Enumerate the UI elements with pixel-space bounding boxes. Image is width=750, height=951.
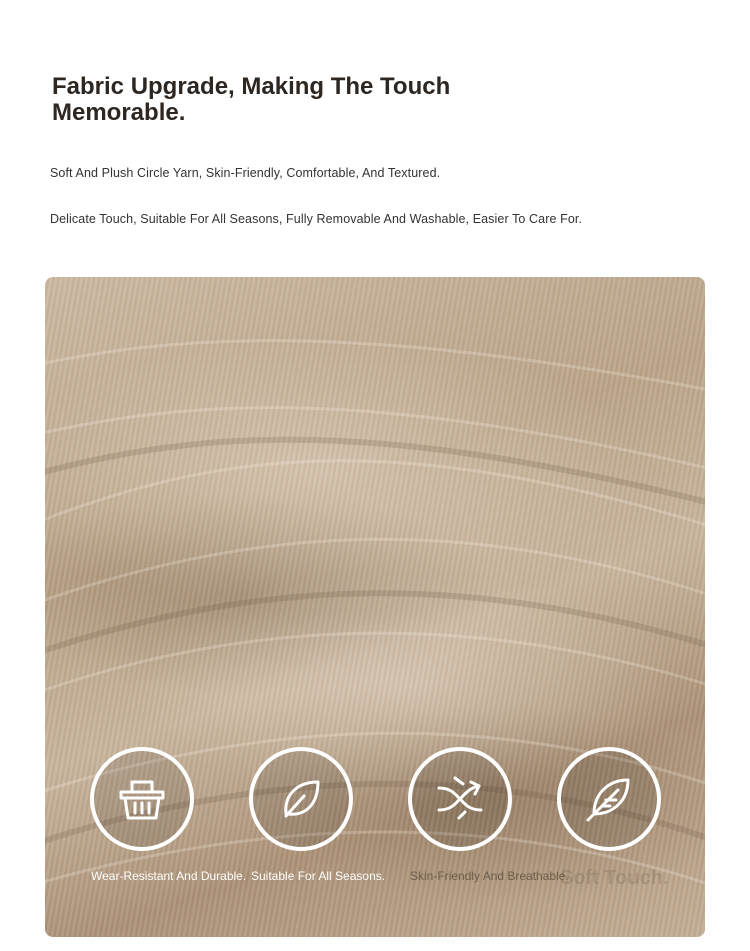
description-line-1: Soft And Plush Circle Yarn, Skin-Friendly, Comfortable, And Textured. <box>50 166 441 180</box>
page-heading: Fabric Upgrade, Making The Touch Memorable. <box>52 73 451 126</box>
feature-icon-circle <box>557 747 661 851</box>
basket-icon <box>117 774 167 824</box>
feature-wear-resistant <box>90 747 260 907</box>
feature-label: Skin-Friendly And Breathable. <box>410 869 569 883</box>
leaf-icon <box>276 774 326 824</box>
feature-breathable <box>408 747 578 907</box>
feature-all-seasons <box>249 747 419 907</box>
feather-icon <box>584 774 634 824</box>
breathable-arrows-icon <box>435 774 485 824</box>
feature-label: Wear-Resistant And Durable. <box>91 869 247 883</box>
feature-icon-circle <box>408 747 512 851</box>
feature-label-soft-touch: Soft Touch. <box>560 867 669 889</box>
feature-label: Suitable For All Seasons. <box>251 869 386 883</box>
feature-icon-circle <box>90 747 194 851</box>
feature-icon-circle <box>249 747 353 851</box>
fabric-texture-photo <box>45 277 705 937</box>
description-line-2: Delicate Touch, Suitable For All Seasons, Fully Removable And Washable, Easier To Care For. <box>50 212 583 226</box>
